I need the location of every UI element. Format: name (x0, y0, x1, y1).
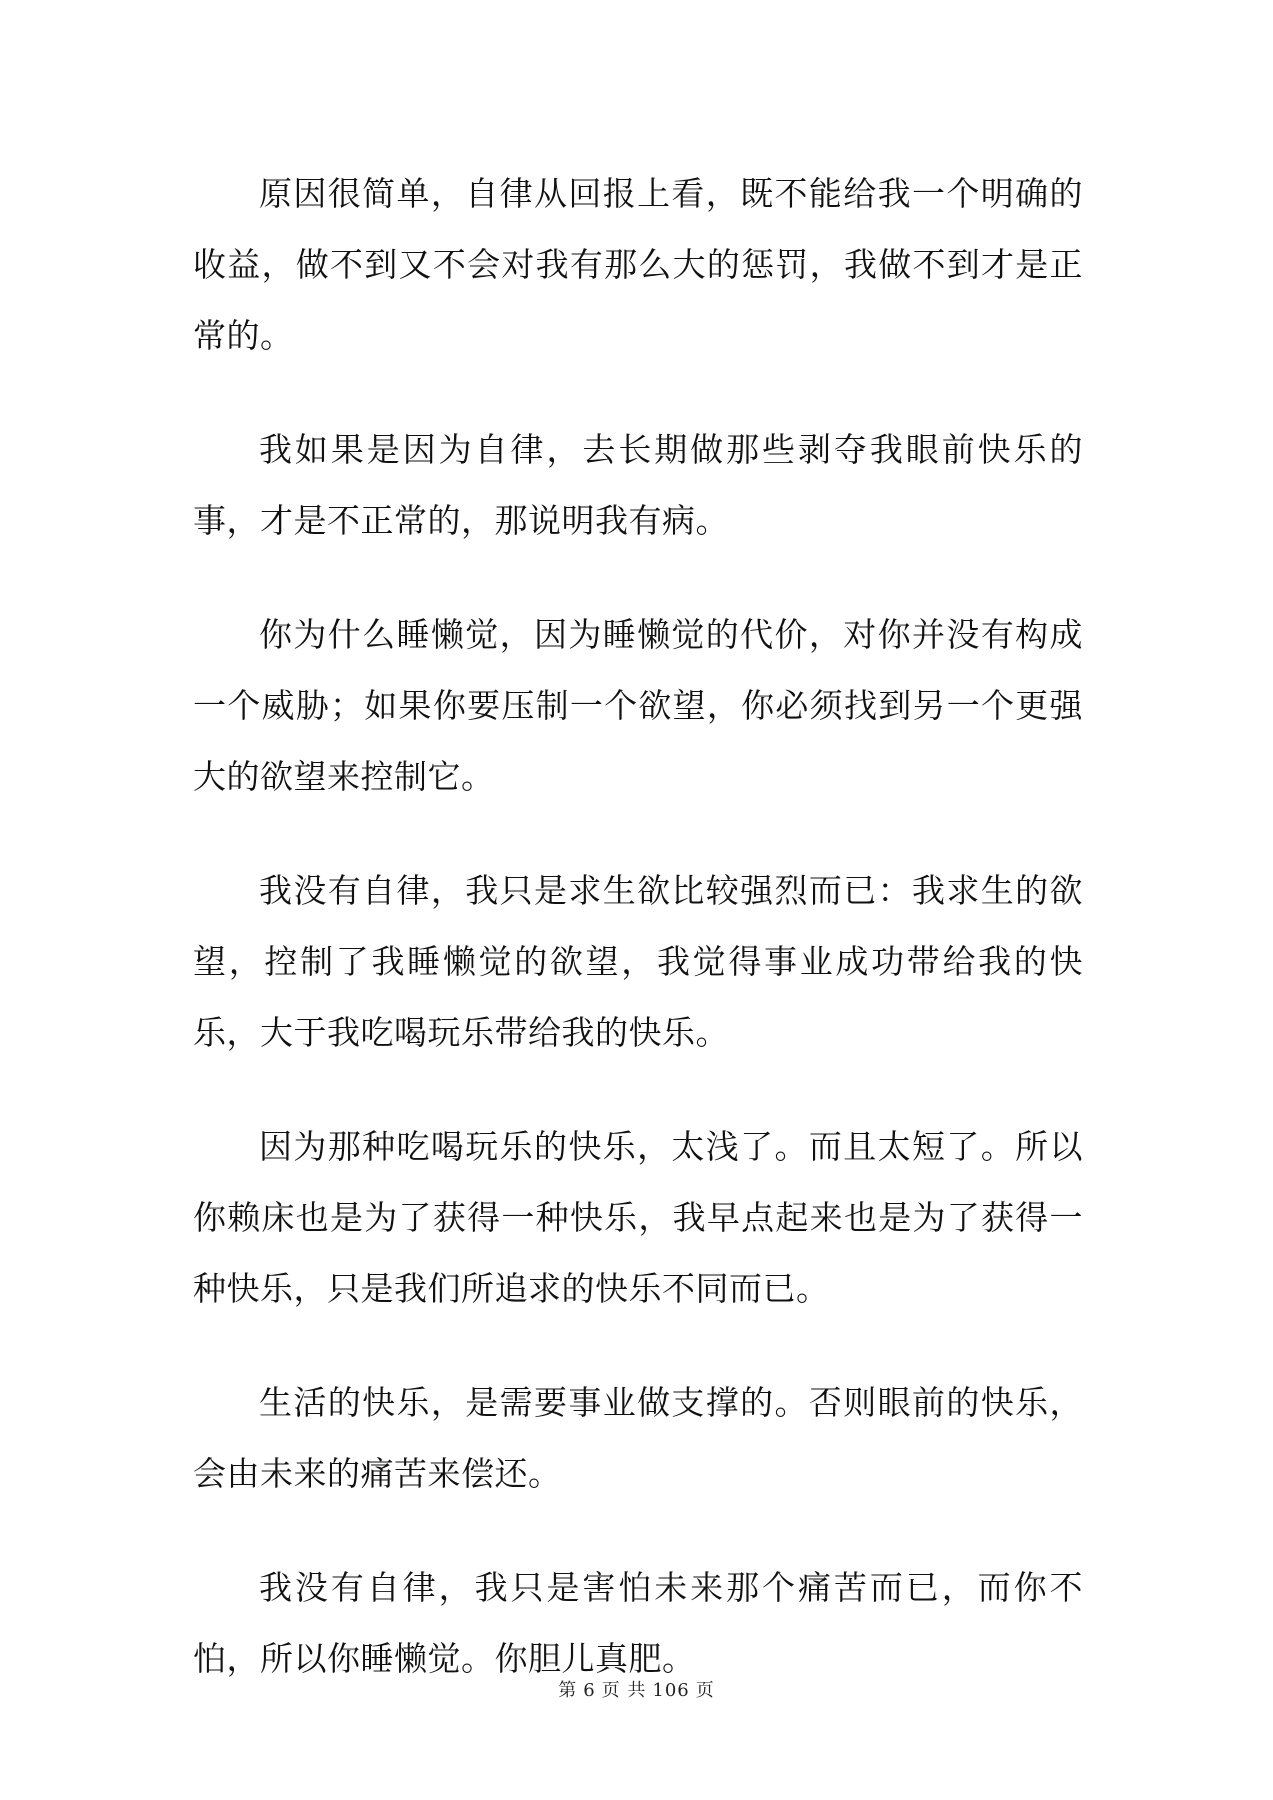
footer-prefix: 第 (558, 1680, 578, 1701)
footer-total-pages: 106 (652, 1680, 690, 1701)
page-footer (0, 1679, 1273, 1703)
footer-middle: 页 共 (601, 1680, 647, 1701)
paragraph-3: 你为什么睡懒觉，因为睡懒觉的代价，对你并没有构成一个威胁；如果你要压制一个欲望，你必须找到另一个更强大的欲望来控制它。 (193, 615, 1083, 796)
paragraph-7: 我没有自律，我只是害怕未来那个痛苦而已，而你不怕，所以你睡懒觉。你胆儿真肥。 (193, 1568, 1083, 1678)
paragraph-1: 原因很简单，自律从回报上看，既不能给我一个明确的收益，做不到又不会对我有那么大的惩罚，我做不到才是正常的。 (193, 174, 1083, 355)
paragraph-4: 我没有自律，我只是求生欲比较强烈而已：我求生的欲望，控制了我睡懒觉的欲望，我觉得事业成功带给我的快乐，大于我吃喝玩乐带给我的快乐。 (193, 871, 1083, 1052)
footer-suffix: 页 (695, 1680, 715, 1701)
paragraph-5: 因为那种吃喝玩乐的快乐，太浅了。而且太短了。所以你赖床也是为了获得一种快乐，我早点起来也是为了获得一种快乐，只是我们所追求的快乐不同而已。 (193, 1127, 1083, 1308)
footer-page-number: 6 (583, 1680, 596, 1701)
paragraph-6: 生活的快乐，是需要事业做支撑的。否则眼前的快乐，会由未来的痛苦来偿还。 (193, 1383, 1083, 1493)
body-text (193, 158, 1083, 1694)
paragraph-2: 我如果是因为自律，去长期做那些剥夺我眼前快乐的事，才是不正常的，那说明我有病。 (193, 430, 1083, 540)
